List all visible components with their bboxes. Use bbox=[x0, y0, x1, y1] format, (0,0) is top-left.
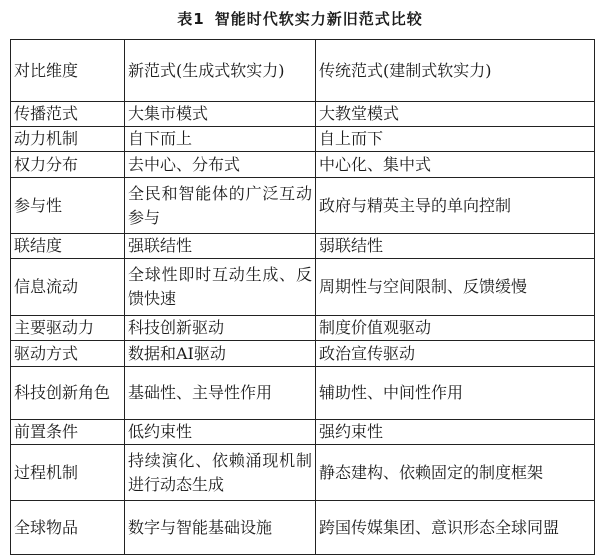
table-title: 智能时代软实力新旧范式比较 bbox=[214, 10, 423, 28]
dimension-cell: 联结度 bbox=[11, 234, 125, 259]
table-row bbox=[11, 259, 595, 316]
new-paradigm-cell: 全民和智能体的广泛互动参与 bbox=[125, 178, 316, 234]
traditional-paradigm-cell: 政治宣传驱动 bbox=[316, 341, 595, 367]
table-row bbox=[11, 152, 595, 178]
table-row bbox=[11, 367, 595, 420]
table-row bbox=[11, 341, 595, 367]
dimension-cell: 动力机制 bbox=[11, 127, 125, 152]
dimension-cell: 参与性 bbox=[11, 178, 125, 234]
traditional-paradigm-cell: 强约束性 bbox=[316, 420, 595, 445]
table-number: 表1 bbox=[177, 10, 205, 28]
traditional-paradigm-cell: 政府与精英主导的单向控制 bbox=[316, 178, 595, 234]
header-dimension: 对比维度 bbox=[11, 40, 125, 102]
header-new-paradigm: 新范式(生成式软实力) bbox=[125, 40, 316, 102]
table-row bbox=[11, 316, 595, 341]
dimension-cell: 前置条件 bbox=[11, 420, 125, 445]
new-paradigm-cell: 去中心、分布式 bbox=[125, 152, 316, 178]
dimension-cell: 主要驱动力 bbox=[11, 316, 125, 341]
traditional-paradigm-cell: 制度价值观驱动 bbox=[316, 316, 595, 341]
table-row bbox=[11, 501, 595, 555]
new-paradigm-cell: 数字与智能基础设施 bbox=[125, 501, 316, 555]
traditional-paradigm-cell: 中心化、集中式 bbox=[316, 152, 595, 178]
new-paradigm-cell: 基础性、主导性作用 bbox=[125, 367, 316, 420]
traditional-paradigm-cell: 弱联结性 bbox=[316, 234, 595, 259]
dimension-cell: 传播范式 bbox=[11, 102, 125, 127]
header-traditional-paradigm: 传统范式(建制式软实力) bbox=[316, 40, 595, 102]
table-row bbox=[11, 234, 595, 259]
dimension-cell: 驱动方式 bbox=[11, 341, 125, 367]
new-paradigm-cell: 低约束性 bbox=[125, 420, 316, 445]
table-row bbox=[11, 178, 595, 234]
header-row bbox=[11, 40, 595, 102]
table-row bbox=[11, 102, 595, 127]
new-paradigm-cell: 全球性即时互动生成、反馈快速 bbox=[125, 259, 316, 316]
traditional-paradigm-cell: 静态建构、依赖固定的制度框架 bbox=[316, 445, 595, 501]
comparison-table bbox=[10, 39, 595, 555]
dimension-cell: 权力分布 bbox=[11, 152, 125, 178]
traditional-paradigm-cell: 跨国传媒集团、意识形态全球同盟 bbox=[316, 501, 595, 555]
new-paradigm-cell: 自下而上 bbox=[125, 127, 316, 152]
new-paradigm-cell: 科技创新驱动 bbox=[125, 316, 316, 341]
new-paradigm-cell: 强联结性 bbox=[125, 234, 316, 259]
traditional-paradigm-cell: 大教堂模式 bbox=[316, 102, 595, 127]
table-row bbox=[11, 445, 595, 501]
new-paradigm-cell: 大集市模式 bbox=[125, 102, 316, 127]
table-row bbox=[11, 420, 595, 445]
traditional-paradigm-cell: 周期性与空间限制、反馈缓慢 bbox=[316, 259, 595, 316]
table-caption bbox=[0, 8, 600, 29]
traditional-paradigm-cell: 辅助性、中间性作用 bbox=[316, 367, 595, 420]
traditional-paradigm-cell: 自上而下 bbox=[316, 127, 595, 152]
dimension-cell: 信息流动 bbox=[11, 259, 125, 316]
dimension-cell: 过程机制 bbox=[11, 445, 125, 501]
new-paradigm-cell: 数据和AI驱动 bbox=[125, 341, 316, 367]
table-row bbox=[11, 127, 595, 152]
dimension-cell: 科技创新角色 bbox=[11, 367, 125, 420]
dimension-cell: 全球物品 bbox=[11, 501, 125, 555]
new-paradigm-cell: 持续演化、依赖涌现机制进行动态生成 bbox=[125, 445, 316, 501]
